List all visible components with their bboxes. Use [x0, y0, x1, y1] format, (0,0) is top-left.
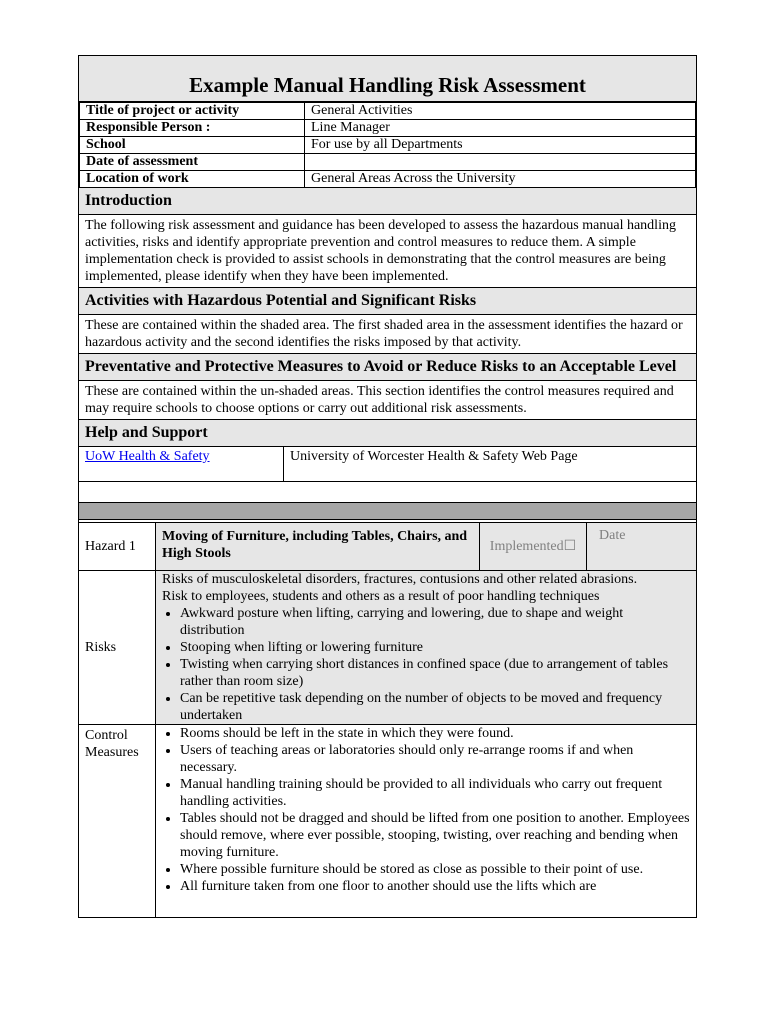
info-row — [80, 154, 696, 171]
activities-heading: Activities with Hazardous Potential and Significant Risks — [79, 288, 696, 315]
info-value — [305, 154, 696, 171]
divider-bar — [79, 502, 696, 520]
risks-row — [79, 570, 696, 724]
risks-list — [162, 605, 690, 724]
controls-body — [156, 725, 696, 917]
preventative-heading: Preventative and Protective Measures to Avoid or Reduce Risks to an Acceptable Level — [79, 354, 696, 381]
info-row — [80, 103, 696, 120]
info-label: Responsible Person : — [80, 120, 305, 137]
list-item: • Twisting when carrying short distances in confined space (due to arrangement of tables rather than room size) — [180, 656, 690, 690]
list-item: • Tables should not be dragged and should be lifted from one position to another. Employees should remove, where ever possible, stooping, twisting, over reaching and bending when moving furniture. — [180, 810, 690, 861]
list-item: • Stooping when lifting or lowering furniture — [180, 639, 690, 656]
spacer — [79, 482, 696, 502]
hazard-name: Moving of Furniture, including Tables, Chairs, and High Stools — [156, 523, 480, 570]
list-item: • All furniture taken from one floor to another should use the lifts which are — [180, 878, 690, 895]
info-value: General Activities — [305, 103, 696, 120]
info-value: For use by all Departments — [305, 137, 696, 154]
list-item: • Manual handling training should be provided to all individuals who carry out frequent handling activities. — [180, 776, 690, 810]
info-row — [80, 171, 696, 188]
info-label: Date of assessment — [80, 154, 305, 171]
date-field[interactable]: Date — [587, 523, 696, 570]
risks-intro: Risk to employees, students and others as a result of poor handling techniques — [162, 589, 600, 604]
info-row — [80, 137, 696, 154]
document-title: Example Manual Handling Risk Assessment — [79, 56, 696, 102]
info-value: Line Manager — [305, 120, 696, 137]
hazard-label: Hazard 1 — [79, 523, 156, 570]
info-label: Title of project or activity — [80, 103, 305, 120]
risks-intro: Risks of musculoskeletal disorders, fractures, contusions and other related abrasions. — [162, 572, 638, 587]
risk-assessment-document — [78, 55, 697, 918]
list-item: • Users of teaching areas or laboratories should only re-arrange rooms if and when necessary. — [180, 742, 690, 776]
info-label: School — [80, 137, 305, 154]
health-safety-link[interactable]: UoW Health & Safety — [85, 449, 210, 464]
info-row — [80, 120, 696, 137]
info-label: Location of work — [80, 171, 305, 188]
list-item: • Where possible furniture should be stored as close as possible to their point of use. — [180, 861, 690, 878]
info-value: General Areas Across the University — [305, 171, 696, 188]
intro-text: The following risk assessment and guidance has been developed to assess the hazardous manual handling activities, risks and identify appropriate prevention and control measures to reduce them. A simple implementation check is provided to assist schools in demonstrating that the control measures are being implemented, please identify when they have been implemented. — [79, 215, 696, 288]
controls-row — [79, 724, 696, 917]
hazard-row — [79, 522, 696, 570]
controls-list — [162, 725, 690, 895]
risks-body — [156, 571, 696, 724]
help-description: University of Worcester Health & Safety Web Page — [290, 449, 578, 464]
intro-heading: Introduction — [79, 188, 696, 215]
help-heading: Help and Support — [79, 420, 696, 447]
list-item: • Awkward posture when lifting, carrying and lowering, due to shape and weight distribution — [180, 605, 690, 639]
activities-text: These are contained within the shaded area. The first shaded area in the assessment identifies the hazard or hazardous activity and the second identifies the risks imposed by that activity. — [79, 315, 696, 354]
controls-label: Control Measures — [79, 725, 156, 917]
info-table — [79, 102, 696, 188]
list-item: • Rooms should be left in the state in which they were found. — [180, 725, 690, 742]
list-item: • Can be repetitive task depending on the number of objects to be moved and frequency undertaken — [180, 690, 690, 724]
help-row — [79, 447, 696, 482]
risks-label: Risks — [79, 571, 156, 724]
implemented-checkbox[interactable]: Implemented☐ — [480, 523, 587, 570]
preventative-text: These are contained within the un-shaded areas. This section identifies the control measures required and may require schools to choose options or carry out additional risk assessments. — [79, 381, 696, 420]
